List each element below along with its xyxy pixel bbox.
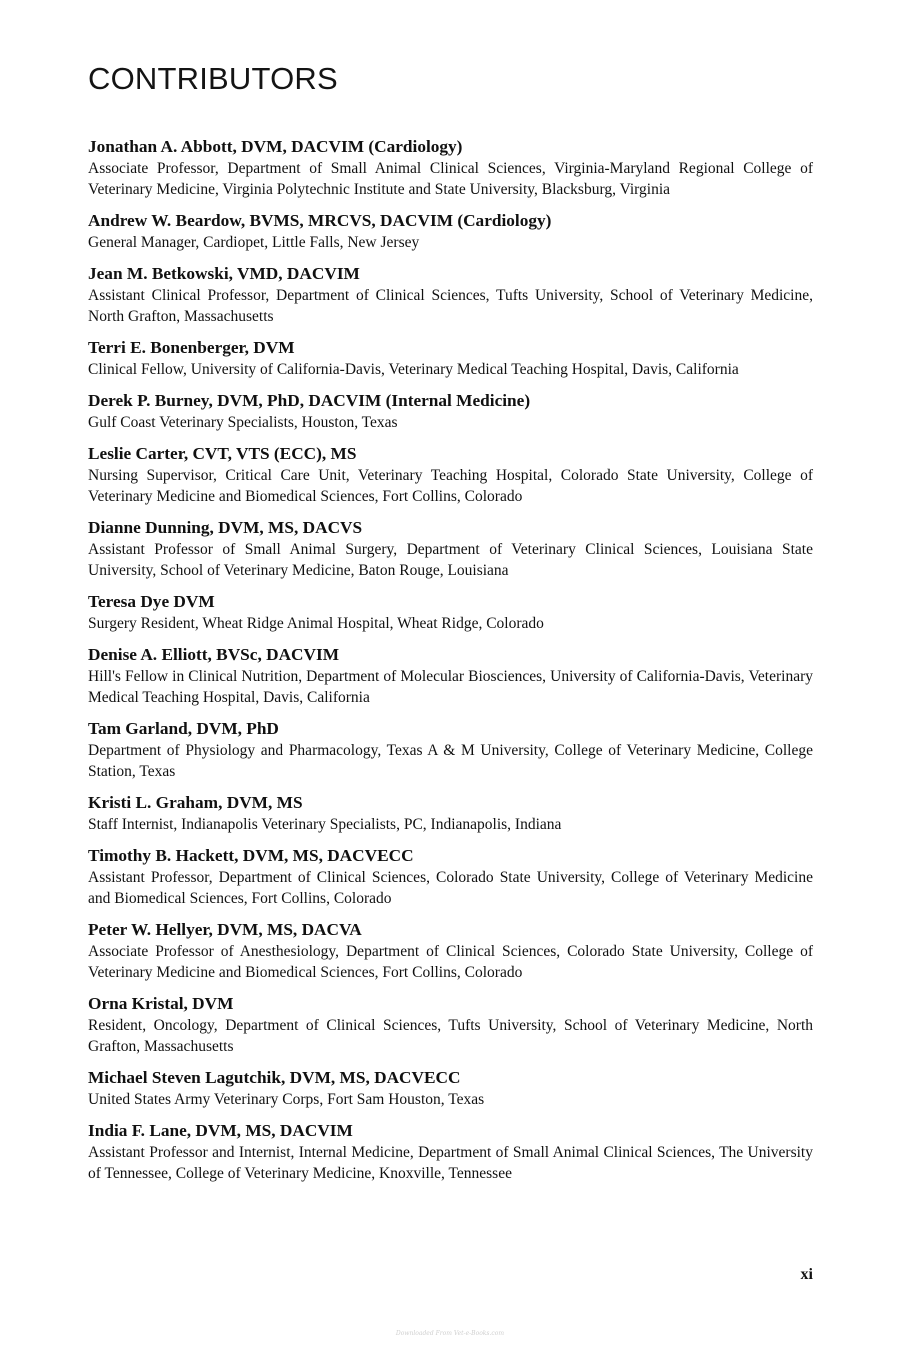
contributor-affiliation: Staff Internist, Indianapolis Veterinary Specialists, PC, Indianapolis, Indiana	[88, 816, 562, 833]
contributor-name: Timothy B. Hackett, DVM, MS, DACVECC	[88, 846, 414, 865]
contributor-entry	[88, 1067, 813, 1110]
contributor-name: Andrew W. Beardow, BVMS, MRCVS, DACVIM (Cardiology)	[88, 211, 552, 230]
contributor-entry	[88, 644, 813, 708]
contributor-affiliation: Assistant Clinical Professor, Department of Clinical Sciences, Tufts University, School of Veterinary Medicine, North Grafton, Massachusetts	[88, 287, 813, 325]
contributor-entry	[88, 390, 813, 433]
contributor-affiliation: Assistant Professor and Internist, Internal Medicine, Department of Small Animal Clinical Sciences, The University of Tennessee, College of Veterinary Medicine, Knoxville, Tennessee	[88, 1144, 813, 1182]
contributor-name: Dianne Dunning, DVM, MS, DACVS	[88, 518, 363, 537]
contributor-entry	[88, 337, 813, 380]
contributor-affiliation: Department of Physiology and Pharmacology, Texas A & M University, College of Veterinary Medicine, College Station, Texas	[88, 742, 813, 780]
contributor-name: Derek P. Burney, DVM, PhD, DACVIM (Internal Medicine)	[88, 391, 531, 410]
contributor-name: Denise A. Elliott, BVSc, DACVIM	[88, 645, 340, 664]
contributor-entry	[88, 993, 813, 1057]
contributor-entry	[88, 443, 813, 507]
contributor-name: Jonathan A. Abbott, DVM, DACVIM (Cardiology)	[88, 137, 463, 156]
contributor-affiliation: Associate Professor, Department of Small Animal Clinical Sciences, Virginia-Maryland Regional College of Veterinary Medicine, Virginia Polytechnic Institute and State University, Blacksburg, Virginia	[88, 160, 813, 198]
contributor-name: Teresa Dye DVM	[88, 592, 215, 611]
contributor-entry	[88, 591, 813, 634]
contributor-affiliation: Resident, Oncology, Department of Clinical Sciences, Tufts University, School of Veterinary Medicine, North Grafton, Massachusetts	[88, 1017, 813, 1055]
contributor-affiliation: Gulf Coast Veterinary Specialists, Houston, Texas	[88, 414, 398, 431]
contributor-name: Terri E. Bonenberger, DVM	[88, 338, 295, 357]
contributor-list	[88, 136, 813, 1194]
contributor-entry	[88, 792, 813, 835]
contributor-entry	[88, 845, 813, 909]
contributor-name: Michael Steven Lagutchik, DVM, MS, DACVECC	[88, 1068, 461, 1087]
contributor-name: Tam Garland, DVM, PhD	[88, 719, 279, 738]
contributor-entry	[88, 718, 813, 782]
page-number: xi	[800, 1266, 813, 1283]
contributor-affiliation: United States Army Veterinary Corps, Fort Sam Houston, Texas	[88, 1091, 485, 1108]
contributor-affiliation: Assistant Professor of Small Animal Surgery, Department of Veterinary Clinical Sciences, Louisiana State University, School of Veterinary Medicine, Baton Rouge, Louisiana	[88, 541, 813, 579]
contributor-entry	[88, 136, 813, 200]
contributor-affiliation: Associate Professor of Anesthesiology, Department of Clinical Sciences, Colorado State University, College of Veterinary Medicine and Biomedical Sciences, Fort Collins, Colorado	[88, 943, 813, 981]
contributor-entry	[88, 517, 813, 581]
contributor-name: Kristi L. Graham, DVM, MS	[88, 793, 303, 812]
contributor-affiliation: Clinical Fellow, University of California-Davis, Veterinary Medical Teaching Hospital, Davis, California	[88, 361, 739, 378]
contributor-affiliation: Nursing Supervisor, Critical Care Unit, Veterinary Teaching Hospital, Colorado State University, College of Veterinary Medicine and Biomedical Sciences, Fort Collins, Colorado	[88, 467, 813, 505]
watermark-text: Downloaded From Vet-e-Books.com	[395, 1330, 505, 1337]
contributor-entry	[88, 263, 813, 327]
contributor-affiliation: Assistant Professor, Department of Clinical Sciences, Colorado State University, College of Veterinary Medicine and Biomedical Sciences, Fort Collins, Colorado	[88, 869, 813, 907]
page-title: CONTRIBUTORS	[88, 61, 338, 96]
contributor-name: Leslie Carter, CVT, VTS (ECC), MS	[88, 444, 357, 463]
contributor-entry	[88, 919, 813, 983]
contributor-affiliation: Hill's Fellow in Clinical Nutrition, Department of Molecular Biosciences, University of California-Davis, Veterinary Medical Teaching Hospital, Davis, California	[88, 668, 813, 706]
contributor-entry	[88, 1120, 813, 1184]
contributor-affiliation: Surgery Resident, Wheat Ridge Animal Hospital, Wheat Ridge, Colorado	[88, 615, 544, 632]
contributor-name: India F. Lane, DVM, MS, DACVIM	[88, 1121, 353, 1140]
contributor-name: Orna Kristal, DVM	[88, 994, 234, 1013]
contributor-affiliation: General Manager, Cardiopet, Little Falls, New Jersey	[88, 234, 420, 251]
contributor-name: Peter W. Hellyer, DVM, MS, DACVA	[88, 920, 362, 939]
contributor-name: Jean M. Betkowski, VMD, DACVIM	[88, 264, 360, 283]
contributor-entry	[88, 210, 813, 253]
